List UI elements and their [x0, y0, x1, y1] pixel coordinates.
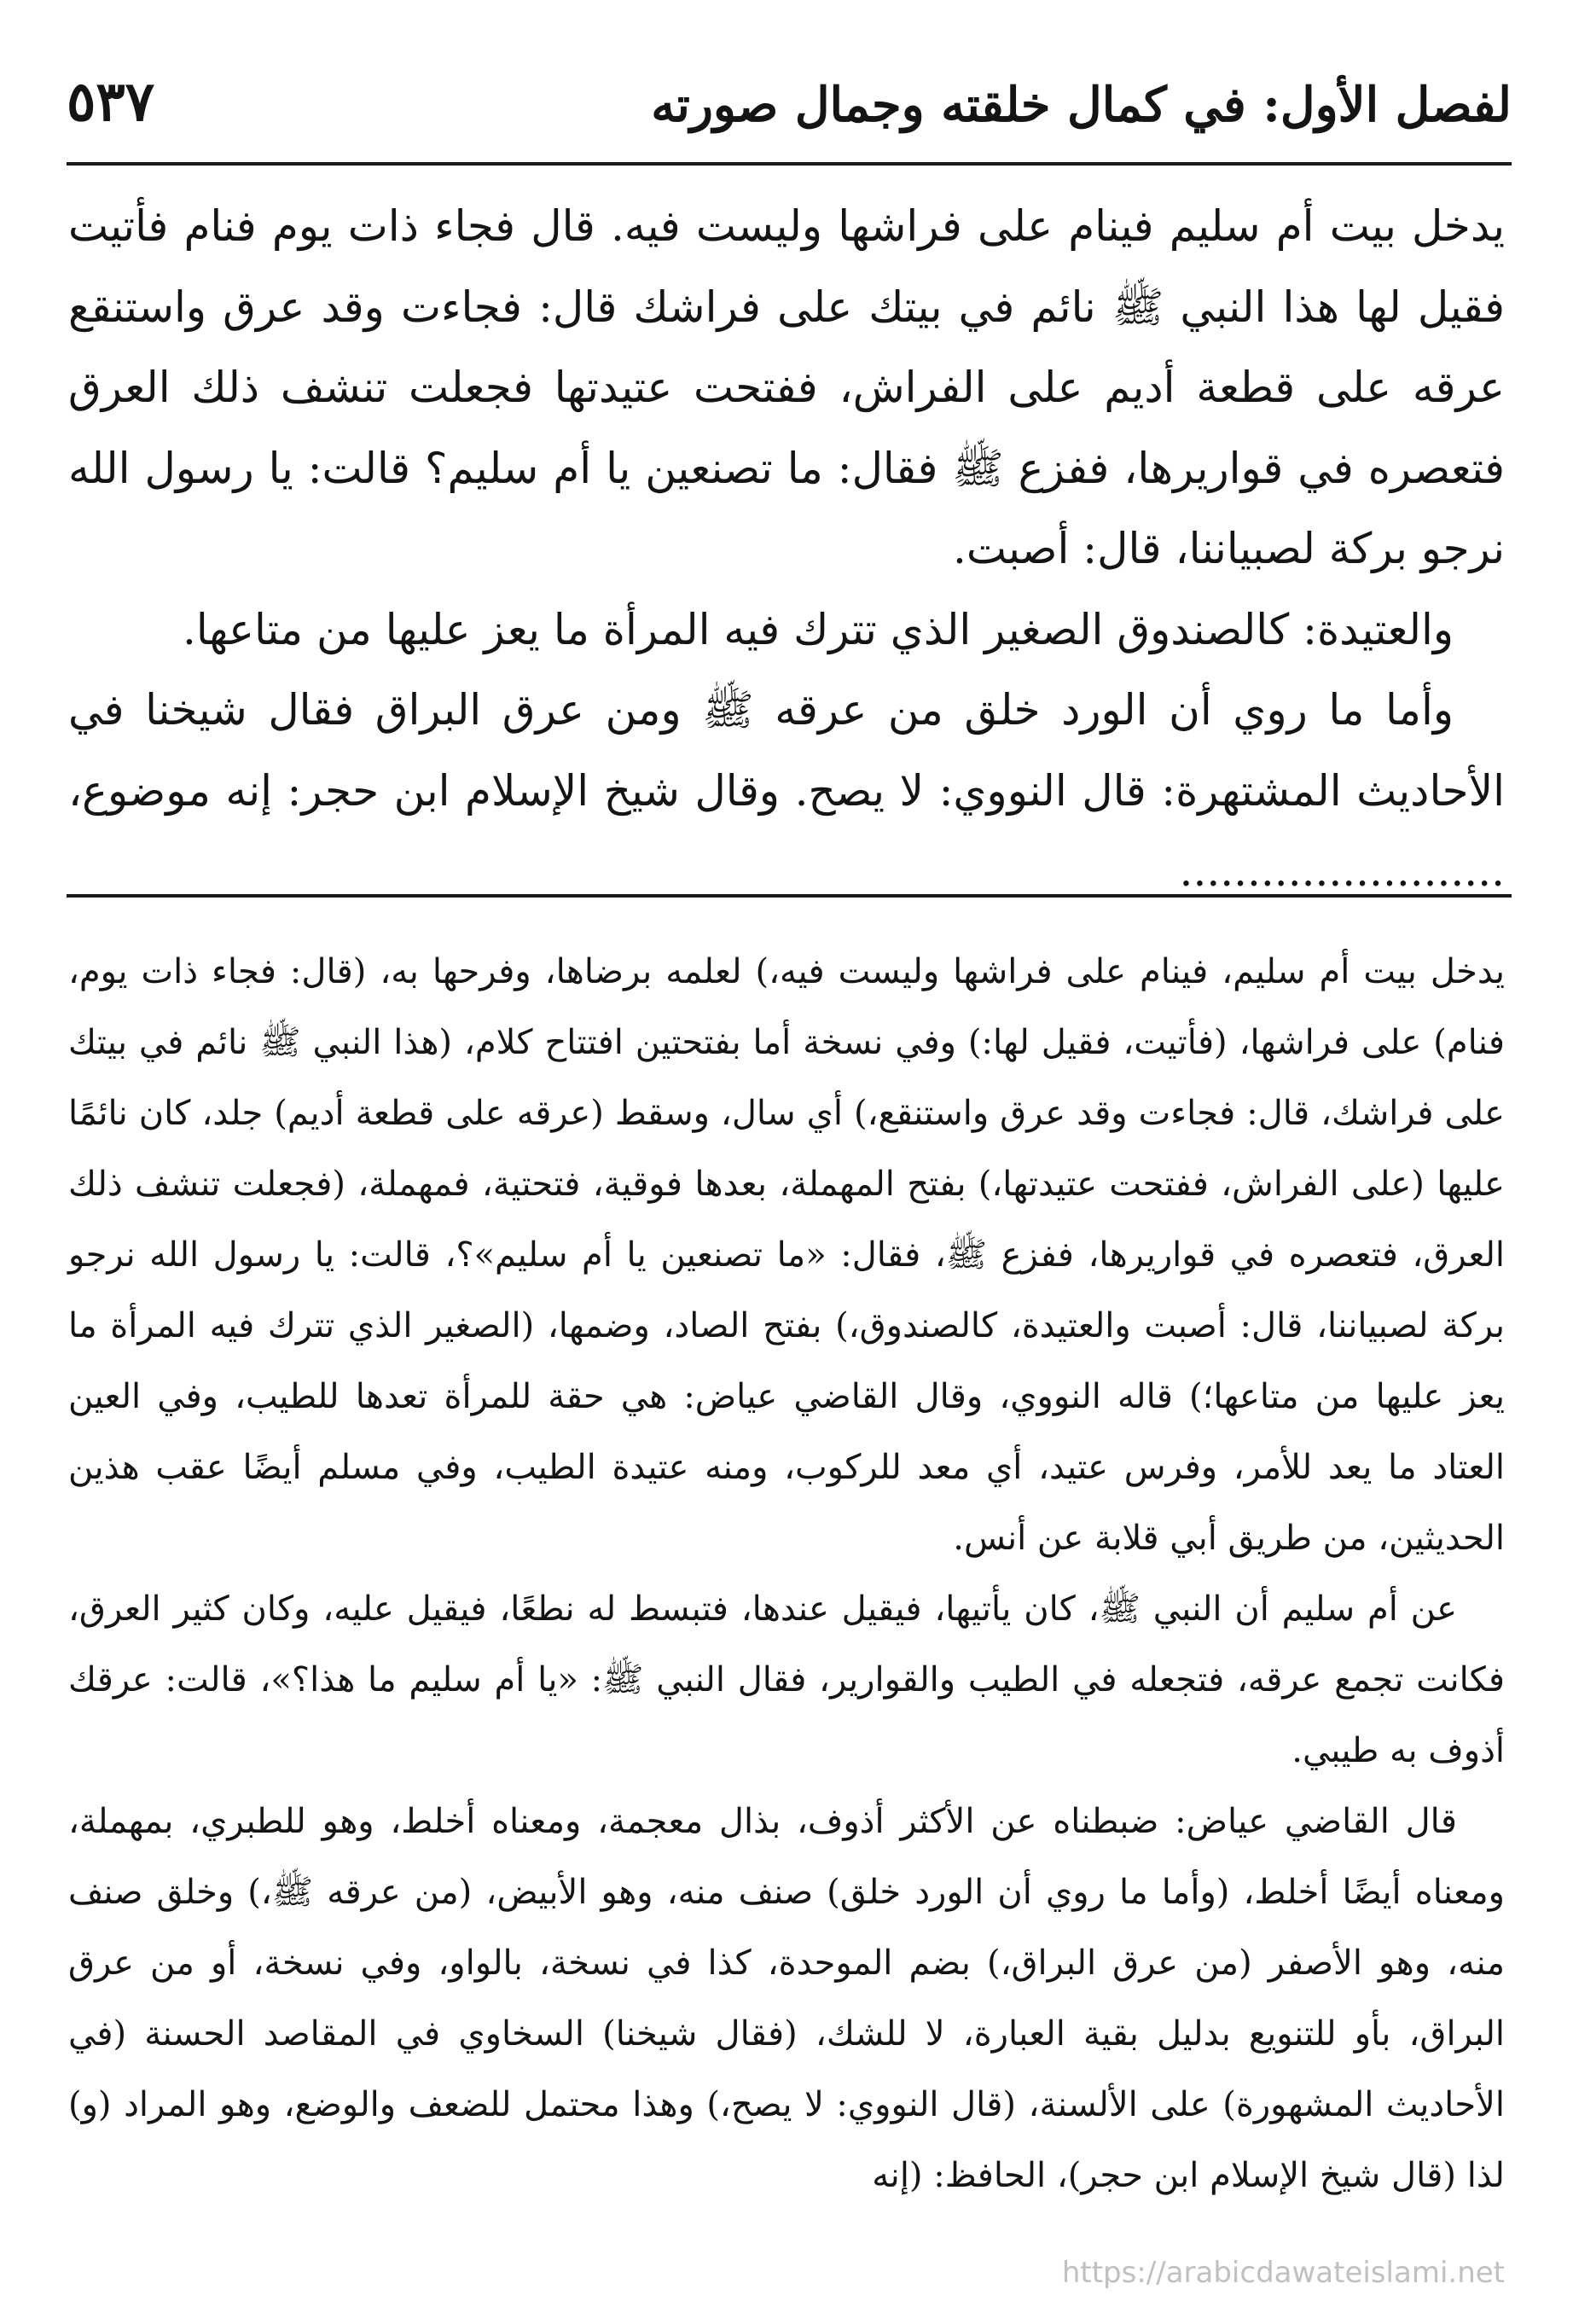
main-paragraph: يدخل بيت أم سليم فينام على فراشها وليست فيه. قال فجاء ذات يوم فنام فأتيت فقيل لها هذا النبي ﷺ نائم في بيتك على فراشك قال: فجاءت وقد عرق واستنقع عرقه على قطعة أديم على الفراش، ففتحت عتيدتها فجعلت تنشف ذلك العرق فتعصره في قواريرها، ففزع ﷺ فقال: ما تصنعين يا أم سليم؟ قالت: يا رسول الله نرجو بركة لصبياننا، قال: أصبت.	[68, 201, 1505, 573]
main-paragraph: وأما ما روي أن الورد خلق من عرقه ﷺ ومن عرق البراق فقال شيخنا في الأحاديث المشتهرة: قال النووي: لا يصح. وقال شيخ الإسلام ابن حجر: إنه موضوع، ........................	[68, 685, 1505, 896]
main-text	[68, 186, 1505, 912]
running-title: لفصل الأول: في كمال خلقته وجمال صورته	[651, 77, 1512, 133]
page-number: ٥٣٧	[67, 70, 155, 134]
commentary-paragraph: عن أم سليم أن النبي ﷺ، كان يأتيها، فيقيل عندها، فتبسط له نطعًا، فيقيل عليه، وكان كثير العرق، فكانت تجمع عرقه، فتجعله في الطيب والقوارير، فقال النبي ﷺ: «يا أم سليم ما هذا؟»، قالت: عرقك أذوف به طيبي.	[68, 1589, 1505, 1770]
commentary-text	[68, 937, 1505, 2211]
watermark-url: https://arabicdawateislami.net	[1061, 2256, 1505, 2290]
commentary-paragraph: يدخل بيت أم سليم، فينام على فراشها وليست فيه،) لعلمه برضاها، وفرحها به، (قال: فجاء ذات يوم، فنام) على فراشها، (فأتيت، فقيل لها:) وفي نسخة أما بفتحتين افتتاح كلام، (هذا النبي ﷺ نائم في بيتك على فراشك، قال: فجاءت وقد عرق واستنقع،) أي سال، وسقط (عرقه على قطعة أديم) جلد، كان نائمًا عليها (على الفراش، ففتحت عتيدتها،) بفتح المهملة، بعدها فوقية، فتحتية، فمهملة، (فجعلت تنشف ذلك العرق، فتعصره في قواريرها، ففزع ﷺ، فقال: «ما تصنعين يا أم سليم»؟، قالت: يا رسول الله نرجو بركة لصبياننا، قال: أصبت والعتيدة، كالصندوق،) بفتح الصاد، وضمها، (الصغير الذي تترك فيه المرأة ما يعز عليها من متاعها؛) قاله النووي، وقال القاضي عياض: هي حقة للمرأة تعدها للطيب، وفي العين العتاد ما يعد للأمر، وفرس عتيد، أي معد للركوب، ومنه عتيدة الطيب، وفي مسلم أيضًا عقب هذين الحديثين، من طريق أبي قلابة عن أنس.	[68, 952, 1505, 1558]
section-divider	[67, 894, 1512, 898]
main-paragraph: والعتيدة: كالصندوق الصغير الذي تترك فيه المرأة ما يعز عليها من متاعها.	[182, 604, 1454, 654]
page-header	[67, 70, 1512, 155]
commentary-paragraph: قال القاضي عياض: ضبطناه عن الأكثر أذوف، بذال معجمة، ومعناه أخلط، وهو للطبري، بمهملة، ومعناه أيضًا أخلط، (وأما ما روي أن الورد خلق) صنف منه، وهو الأبيض، (من عرقه ﷺ،) وخلق صنف منه، وهو الأصفر (من عرق البراق،) بضم الموحدة، كذا في نسخة، بالواو، وفي نسخة، أو من عرق البراق، بأو للتنويع بدليل بقية العبارة، لا للشك، (فقال شيخنا) السخاوي في المقاصد الحسنة (في الأحاديث المشهورة) على الألسنة، (قال النووي: لا يصح،) وهذا محتمل للضعف والوضع، وهو المراد (و) لذا (قال شيخ الإسلام ابن حجر)، الحافظ: (إنه	[68, 1802, 1505, 2195]
header-divider	[67, 162, 1512, 166]
